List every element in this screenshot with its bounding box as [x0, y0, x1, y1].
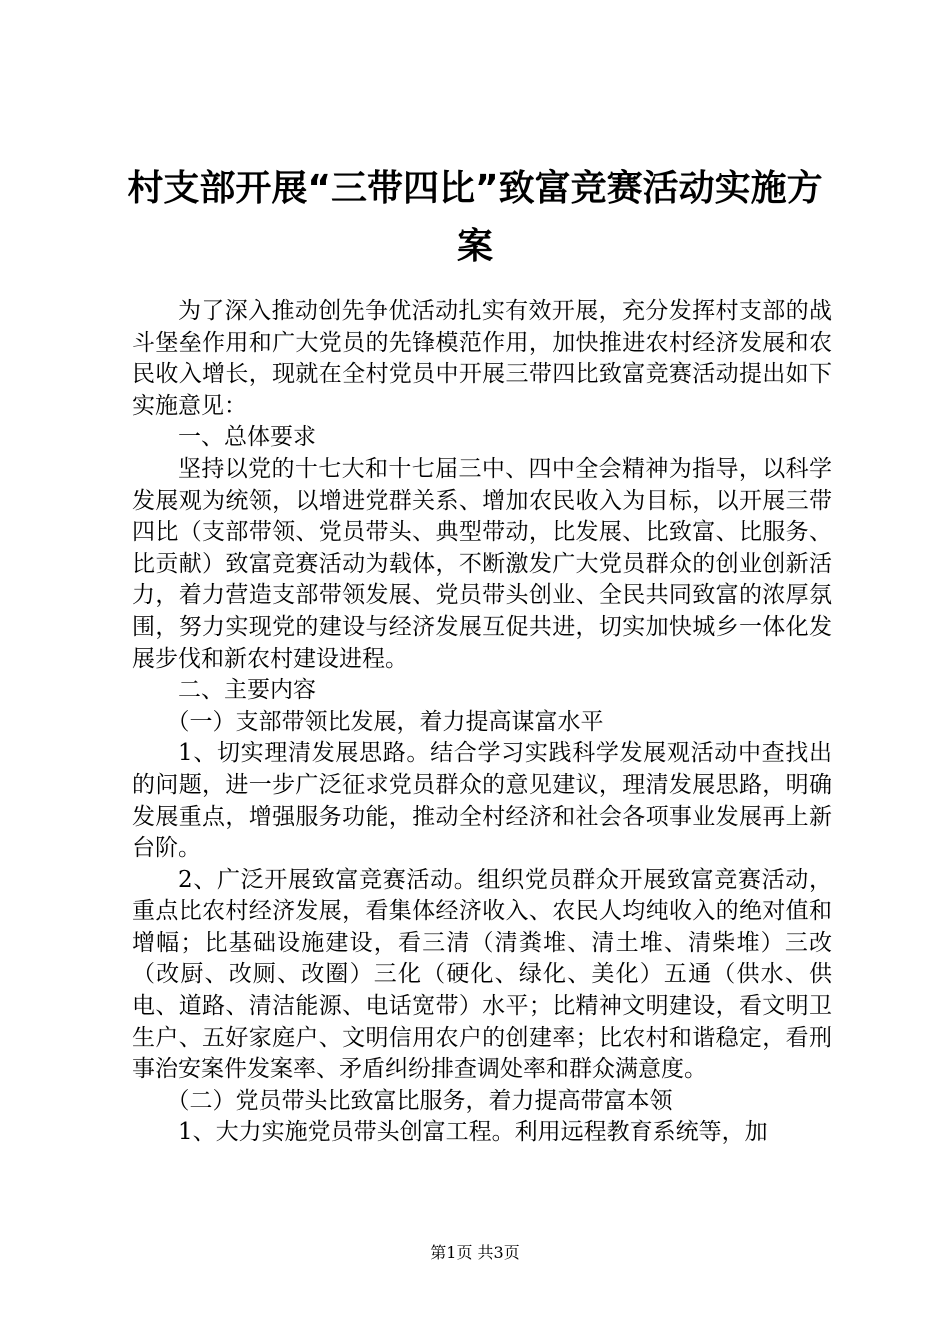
document-title: 村支部开展“三带四比”致富竞赛活动实施方案: [127, 168, 823, 267]
subsection-heading-branch-leads: （一）支部带领比发展，着力提高谋富水平: [166, 708, 604, 735]
item-paragraph-wealth-competition: 2、广泛开展致富竞赛活动。组织党员群众开展致富竞赛活动，重点比农村经济发展，看集体经济收入、农民人均纯收入的绝对值和增幅；比基础设施建设，看三清（清粪堆、清土堆、清柴堆）三改（改厨、改厕、改圈）三化（硬化、绿化、美化）五通（供水、供电、道路、清洁能源、电话宽带）水平；比精神文明建设，看文明卫生户、五好家庭户、文明信用农户的创建率；比农村和谐稳定，看刑事治安案件发案率、矛盾纠纷排查调处率和群众满意度。: [132, 866, 832, 1083]
item-paragraph-development-ideas: 1、切实理清发展思路。结合学习实践科学发展观活动中查找出的问题，进一步广泛征求党员群众的意见建议，理清发展思路，明确发展重点，增强服务功能，推动全村经济和社会各项事业发展再上新台阶。: [132, 740, 832, 862]
document-body: [132, 296, 832, 1149]
item-paragraph-members-project: 1、大力实施党员带头创富工程。利用远程教育系统等，加: [178, 1119, 768, 1146]
subsection-heading-members-lead: （二）党员带头比致富比服务，着力提高带富本领: [166, 1087, 673, 1114]
section-heading-general-requirements: 一、总体要求: [178, 424, 316, 451]
general-requirements-paragraph: 坚持以党的十七大和十七届三中、四中全会精神为指导，以科学发展观为统领，以增进党群关系、增加农民收入为目标，以开展三带四比（支部带领、党员带头、典型带动，比发展、比致富、比服务、比贡献）致富竞赛活动为载体，不断激发广大党员群众的创业创新活力，着力营造支部带领发展、党员带头创业、全民共同致富的浓厚氛围，努力实现党的建设与经济发展互促共进，切实加快城乡一体化发展步伐和新农村建设进程。: [132, 455, 832, 672]
page-number-footer: 第1页 共3页: [430, 1243, 520, 1262]
intro-paragraph: 为了深入推动创先争优活动扎实有效开展，充分发挥村支部的战斗堡垒作用和广大党员的先锋模范作用，加快推进农村经济发展和农民收入增长，现就在全村党员中开展三带四比致富竞赛活动提出如下实施意见：: [132, 298, 832, 419]
section-heading-main-content: 二、主要内容: [178, 677, 316, 704]
